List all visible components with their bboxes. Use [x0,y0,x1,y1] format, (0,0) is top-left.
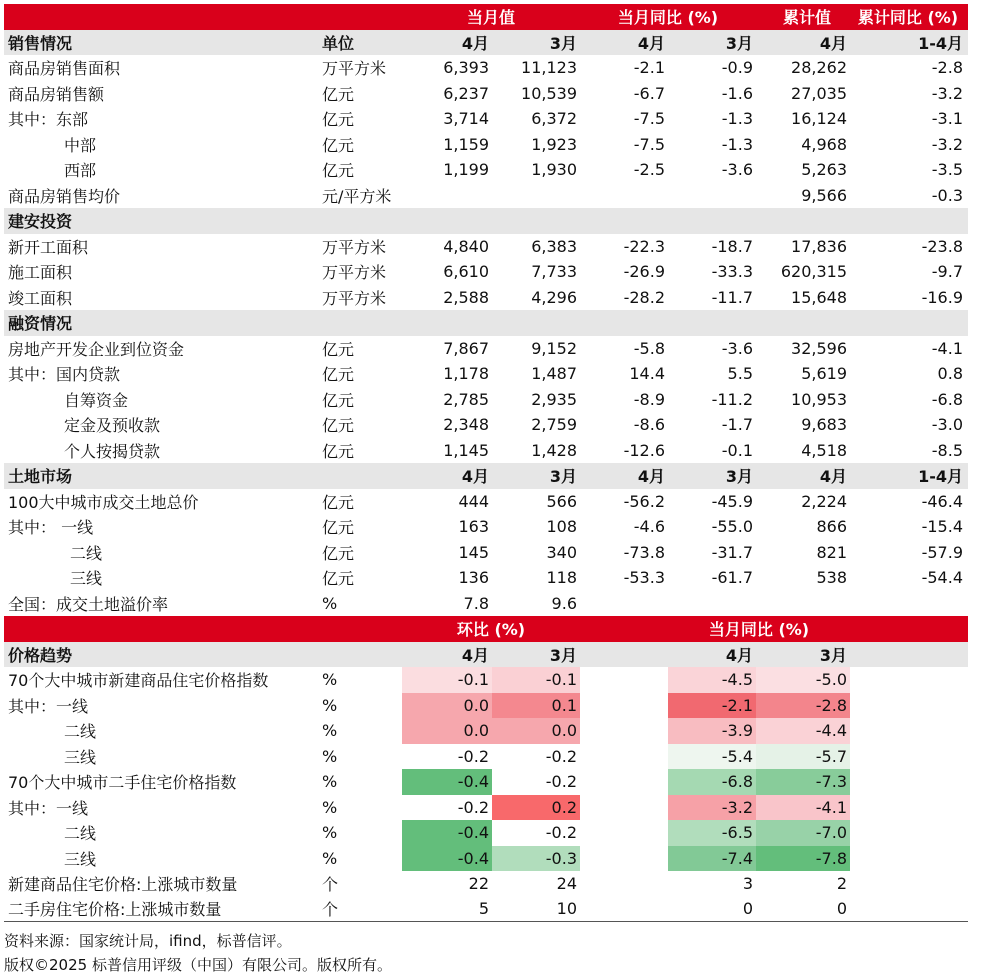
row-unit: 亿元 [322,135,355,155]
row-unit: % [322,746,338,766]
heatmap-cell: -0.2 [402,744,492,770]
row-label: 其中： 一线 [8,518,94,538]
row-value: 14.4 [629,364,665,384]
row-unit: 亿元 [322,518,355,538]
row-label: 其中：一线 [8,798,89,818]
row-label: 商品房销售面积 [8,59,121,79]
heatmap-cell: 24 [556,874,577,894]
column-header: 4月 [819,467,847,487]
row-value: 5,263 [801,160,847,180]
row-value: -1.7 [721,415,753,435]
heatmap-cell: -6.8 [668,769,756,795]
row-value: -12.6 [623,440,665,460]
heatmap-cell: -3.9 [668,718,756,744]
row-unit: % [322,797,338,817]
row-value: -18.7 [711,236,753,256]
row-value: -6.8 [931,389,963,409]
row-value: -54.4 [921,568,963,588]
heatmap-cell: -3.2 [668,795,756,821]
copyright-note: 版权©2025 标普信用评级（中国）有限公司。版权所有。 [4,956,392,974]
heatmap-cell: -4.5 [668,667,756,693]
row-value [756,591,850,617]
column-header: 3月 [819,645,847,665]
row-value: 32,596 [791,338,847,358]
row-unit: 个 [322,875,339,895]
table-row [4,106,968,132]
row-unit: 万平方米 [322,237,387,257]
row-value: 444 [458,491,489,511]
heatmap-cell: -0.1 [402,667,492,693]
row-label: 中部 [64,135,97,155]
heatmap-cell: 0.0 [402,693,492,719]
section-row-land [4,463,968,489]
row-value: -23.8 [921,236,963,256]
table-row [4,259,968,285]
row-value: -57.9 [921,542,963,562]
row-label: 全国：成交土地溢价率 [8,594,169,614]
row-unit: 亿元 [322,543,355,563]
row-label: 70个大中城市新建商品住宅价格指数 [8,671,269,691]
row-value: 163 [458,517,489,537]
row-unit: % [322,772,338,792]
table-row [4,540,968,566]
column-header: 4月 [461,33,489,53]
heatmap-cell: 0.0 [402,718,492,744]
row-unit: 个 [322,900,339,920]
row-value: -3.2 [931,83,963,103]
row-value: 1,199 [443,160,489,180]
row-label: 房地产开发企业到位资金 [8,339,185,359]
real-estate-data-table [4,4,968,922]
section-title: 土地市场 [8,467,73,487]
row-value: -0.1 [721,440,753,460]
row-value: 7.8 [463,593,489,613]
heatmap-cell: -6.5 [668,820,756,846]
unit-header: 单位 [322,33,355,53]
row-value: 16,124 [791,109,847,129]
header-monthly: 当月值 [466,8,515,28]
heatmap-cell: -7.8 [756,846,850,872]
row-value: 9.6 [551,593,577,613]
row-unit: 万平方米 [322,263,387,283]
row-value [492,183,580,209]
row-unit: 亿元 [322,441,355,461]
heatmap-cell: -0.2 [402,795,492,821]
row-value: -33.3 [711,262,753,282]
column-header: 4月 [461,645,489,665]
heatmap-cell: 3 [742,874,753,894]
row-value: 6,393 [443,58,489,78]
heatmap-cell: -5.0 [756,667,850,693]
row-value: -3.2 [931,134,963,154]
row-value: -7.5 [633,134,665,154]
row-value: 4,296 [531,287,577,307]
column-header: 4月 [637,467,665,487]
table-row [4,157,968,183]
heatmap-cell: 0 [836,899,847,919]
row-value: -61.7 [711,568,753,588]
table-row [4,591,968,617]
row-value: -0.9 [721,58,753,78]
row-unit: 亿元 [322,492,355,512]
row-value: -11.2 [711,389,753,409]
row-value: -73.8 [623,542,665,562]
row-value: -5.8 [633,338,665,358]
section-row-price [4,642,968,668]
row-unit: 亿元 [322,569,355,589]
row-label: 100大中城市成交土地总价 [8,492,199,512]
price-row [4,718,968,744]
row-value: -3.6 [721,338,753,358]
row-value: 821 [816,542,847,562]
row-value: -0.3 [931,185,963,205]
heatmap-cell: -0.3 [492,846,580,872]
price-row [4,897,968,923]
row-value: 4,840 [443,236,489,256]
row-value: 2,935 [531,389,577,409]
row-label: 其中：国内贷款 [8,365,121,385]
row-value: 3,714 [443,109,489,129]
row-label: 三线 [64,747,97,767]
row-value: -4.6 [633,517,665,537]
row-value: 2,785 [443,389,489,409]
row-value: 2,759 [531,415,577,435]
row-value: 6,610 [443,262,489,282]
section-title: 融资情况 [8,314,73,334]
row-value: 6,383 [531,236,577,256]
row-label: 商品房销售均价 [8,186,121,206]
header-cumulative-yoy: 累计同比 (%) [857,8,959,28]
column-header: 3月 [549,33,577,53]
row-unit: 元/平方米 [322,186,392,206]
row-value: 566 [546,491,577,511]
row-label: 个人按揭贷款 [64,441,161,461]
price-row [4,820,968,846]
row-unit: 亿元 [322,416,355,436]
row-value: -3.0 [931,415,963,435]
row-unit: 亿元 [322,365,355,385]
table-row [4,438,968,464]
heatmap-cell: 0.2 [492,795,580,821]
row-value: 4,518 [801,440,847,460]
heatmap-cell: -0.4 [402,820,492,846]
price-row [4,846,968,872]
row-value: 340 [546,542,577,562]
table-row [4,285,968,311]
heatmap-cell: -7.3 [756,769,850,795]
row-label: 70个大中城市二手住宅价格指数 [8,773,237,793]
heatmap-cell: -4.1 [756,795,850,821]
row-value: -8.9 [633,389,665,409]
row-unit: % [322,848,338,868]
heatmap-cell: -5.7 [756,744,850,770]
price-row [4,693,968,719]
row-label: 新开工面积 [8,237,89,257]
row-value: 866 [816,517,847,537]
row-label: 二线 [64,824,97,844]
column-header: 1-4月 [918,467,963,487]
table-row [4,387,968,413]
row-value: 5.5 [727,364,753,384]
heatmap-cell: -0.2 [492,744,580,770]
row-value: -2.8 [931,58,963,78]
table-row [4,514,968,540]
heatmap-cell: 22 [468,874,489,894]
row-value: 1,923 [531,134,577,154]
section-title: 价格趋势 [8,645,73,665]
price-row [4,667,968,693]
row-label: 自筹资金 [64,390,129,410]
row-value: -2.5 [633,160,665,180]
row-value: -3.1 [931,109,963,129]
heatmap-cell: -2.8 [756,693,850,719]
row-value: -22.3 [623,236,665,256]
row-value: 17,836 [791,236,847,256]
row-value: -53.3 [623,568,665,588]
heatmap-cell: 5 [478,899,489,919]
row-value: -55.0 [711,517,753,537]
row-value: -1.6 [721,83,753,103]
row-unit: % [322,823,338,843]
row-value: 9,566 [801,185,847,205]
row-value: 0.8 [937,364,963,384]
table-row [4,361,968,387]
heatmap-cell: -5.4 [668,744,756,770]
table-row [4,55,968,81]
row-value [668,183,756,209]
section-row-financing [4,310,968,336]
row-value: 10,953 [791,389,847,409]
section-title: 销售情况 [8,33,73,53]
row-value: 4,968 [801,134,847,154]
column-header: 3月 [549,467,577,487]
table-row [4,234,968,260]
row-value: -28.2 [623,287,665,307]
row-label: 定金及预收款 [64,416,161,436]
table-row [4,565,968,591]
source-note: 资料来源：国家统计局，ifind，标普信评。 [4,932,292,950]
table-row [4,489,968,515]
column-header: 4月 [637,33,665,53]
header-row [4,4,968,30]
header-monthly-yoy: 当月同比 (%) [617,8,719,28]
row-value: 620,315 [780,262,847,282]
row-unit: 亿元 [322,161,355,181]
heatmap-cell: -0.1 [492,667,580,693]
row-label: 三线 [64,849,97,869]
row-value: -8.5 [931,440,963,460]
price-row [4,769,968,795]
row-label: 西部 [64,161,97,181]
header-price-yoy: 当月同比 (%) [708,620,810,640]
row-value: -26.9 [623,262,665,282]
row-value: 9,152 [531,338,577,358]
row-label: 二线 [64,722,97,742]
heatmap-cell: 0.0 [492,718,580,744]
row-value: 1,145 [443,440,489,460]
row-value: 136 [458,568,489,588]
heatmap-cell: 0 [742,899,753,919]
row-value: 1,178 [443,364,489,384]
row-value: -9.7 [931,262,963,282]
column-header: 4月 [725,645,753,665]
row-value [580,591,668,617]
row-value: -3.6 [721,160,753,180]
heatmap-cell: 0.1 [492,693,580,719]
row-unit: % [322,721,338,741]
price-header-row [4,616,968,642]
column-header: 3月 [725,33,753,53]
heatmap-cell: -7.0 [756,820,850,846]
price-row [4,871,968,897]
column-header: 4月 [819,33,847,53]
row-label: 商品房销售额 [8,84,105,104]
row-value [668,591,756,617]
row-value: 6,372 [531,109,577,129]
heatmap-cell: 2 [836,874,847,894]
row-value [580,183,668,209]
row-unit: % [322,593,338,613]
table-row [4,81,968,107]
row-value [850,591,966,617]
column-header: 1-4月 [918,33,963,53]
row-value: -6.7 [633,83,665,103]
row-value: -11.7 [711,287,753,307]
row-value: 5,619 [801,364,847,384]
row-value: -31.7 [711,542,753,562]
section-title: 建安投资 [8,212,73,232]
row-value: -8.6 [633,415,665,435]
row-value: 10,539 [521,83,577,103]
row-value: 1,159 [443,134,489,154]
row-value: -15.4 [921,517,963,537]
row-value: -2.1 [633,58,665,78]
row-unit: 亿元 [322,84,355,104]
row-value: 15,648 [791,287,847,307]
heatmap-cell: 10 [556,899,577,919]
heatmap-cell: -2.1 [668,693,756,719]
table-row [4,412,968,438]
row-value: 27,035 [791,83,847,103]
row-value: 1,428 [531,440,577,460]
row-unit: 亿元 [322,339,355,359]
row-label: 施工面积 [8,263,73,283]
row-unit: 万平方米 [322,59,387,79]
row-value: -46.4 [921,491,963,511]
row-label: 其中：一线 [8,696,89,716]
row-label: 三线 [70,569,103,589]
row-value: 145 [458,542,489,562]
table-row [4,336,968,362]
row-value: 118 [546,568,577,588]
heatmap-cell: -0.2 [492,820,580,846]
row-value: 108 [546,517,577,537]
row-unit: % [322,670,338,690]
row-label: 竣工面积 [8,288,73,308]
row-unit: 亿元 [322,110,355,130]
row-value: -1.3 [721,109,753,129]
column-header: 3月 [725,467,753,487]
row-value: 11,123 [521,58,577,78]
row-value: 538 [816,568,847,588]
price-row [4,795,968,821]
row-unit: % [322,695,338,715]
row-value: 2,224 [801,491,847,511]
row-value: -56.2 [623,491,665,511]
heatmap-cell: -4.4 [756,718,850,744]
row-value: -3.5 [931,160,963,180]
row-label: 二线 [70,543,103,563]
row-value: 1,930 [531,160,577,180]
column-header: 4月 [461,467,489,487]
row-value: -16.9 [921,287,963,307]
section-row-construction [4,208,968,234]
row-value [402,183,492,209]
row-value: -1.3 [721,134,753,154]
row-unit: 万平方米 [322,288,387,308]
row-unit: 亿元 [322,390,355,410]
heatmap-cell: -7.4 [668,846,756,872]
header-mom: 环比 (%) [456,620,526,640]
heatmap-cell: -0.2 [492,769,580,795]
row-value: 7,733 [531,262,577,282]
row-value: 1,487 [531,364,577,384]
row-label: 新建商品住宅价格:上涨城市数量 [8,875,238,895]
row-value: 2,588 [443,287,489,307]
column-header: 3月 [549,645,577,665]
row-value: 28,262 [791,58,847,78]
row-value: 2,348 [443,415,489,435]
price-row [4,744,968,770]
section-row-sales [4,30,968,56]
row-label: 其中：东部 [8,110,89,130]
header-cumulative: 累计值 [782,8,831,28]
heatmap-cell: -0.4 [402,846,492,872]
row-value: -7.5 [633,109,665,129]
table-row [4,132,968,158]
row-value: 7,867 [443,338,489,358]
table-row [4,183,968,209]
row-value: 6,237 [443,83,489,103]
row-label: 二手房住宅价格:上涨城市数量 [8,900,222,920]
row-value: 9,683 [801,415,847,435]
row-value: -45.9 [711,491,753,511]
heatmap-cell: -0.4 [402,769,492,795]
row-value: -4.1 [931,338,963,358]
